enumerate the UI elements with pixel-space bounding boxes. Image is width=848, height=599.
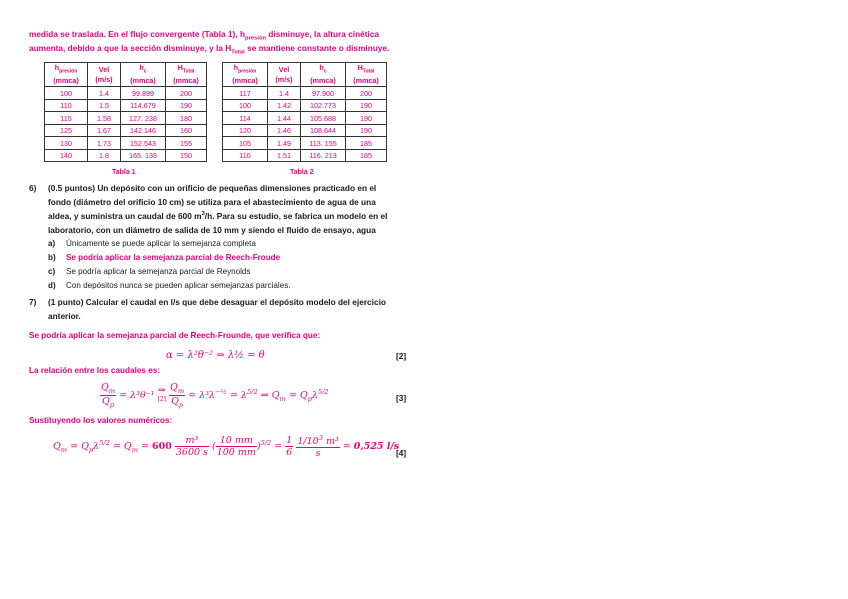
intro-line-2: aumenta, debido a que la sección disminuye, y la $H_{Total}$ se mantiene constante o disminuye.: [29, 44, 390, 56]
table-1-caption: Tabla 1: [112, 169, 136, 176]
table-cell: 1.42: [268, 99, 301, 112]
table-cell: 1.44: [268, 112, 301, 125]
table-row: [223, 149, 387, 162]
table-cell: 185: [346, 149, 387, 162]
table-row: [45, 99, 207, 112]
caudal-relation-label: La relación entre los caudales es:: [29, 366, 161, 375]
table-2-col-htotal: $H_{Total}$ (mmca): [346, 63, 387, 87]
equation-2: α = λ²θ⁻² ⇒ λ½ = θ: [166, 350, 265, 361]
table-cell: 190: [166, 99, 207, 112]
table-cell: 110: [223, 149, 268, 162]
option-a: a) Únicamente se puede aplicar la semejanza completa: [48, 239, 256, 248]
table-row: [45, 87, 207, 100]
table-1-col-hpresion: $h_{presión}$ (mmca): [45, 63, 88, 87]
intro-line-1: medida se traslada. En el flujo convergente (Tabla 1), $h_{presión}$ disminuye, la altura cinética: [29, 30, 380, 42]
table-cell: 108.644: [301, 124, 346, 137]
table-cell: 180: [166, 112, 207, 125]
table-2-col-hpresion: $h_{presión}$ (mmca): [223, 63, 268, 87]
table-cell: 105.688: [301, 112, 346, 125]
table-cell: 1.51: [268, 149, 301, 162]
numeric-substitution-label: Sustituyendo los valores numéricos:: [29, 416, 173, 425]
table-cell: 140: [45, 149, 88, 162]
table-cell: 100: [45, 87, 88, 100]
table-cell: 102.773: [301, 99, 346, 112]
table-1: [44, 62, 207, 162]
equation-4-number: [4]: [396, 448, 407, 458]
question-6-line-4: laboratorio, con un diámetro de salida de 10 mm y siendo el fluido de ensayo, agua: [48, 225, 376, 235]
table-cell: 117: [223, 87, 268, 100]
table-cell: 130: [45, 137, 88, 150]
table-cell: 114: [223, 112, 268, 125]
table-row: [45, 149, 207, 162]
table-cell: 1.49: [268, 137, 301, 150]
table-2-col-hc: $h_c$ (mmca): [301, 63, 346, 87]
table-cell: 155: [166, 137, 207, 150]
question-6-line-3: aldea, y suministra un caudal de 600 $m^3/h$. Para su estudio, se fabrica un modelo en el: [48, 211, 388, 221]
question-6-line-2: fondo (diámetro del orificio 10 cm) se utiliza para el abastecimiento de agua de una: [48, 197, 376, 207]
table-row: [45, 124, 207, 137]
table-cell: 190: [346, 99, 387, 112]
table-1-header: [45, 63, 207, 87]
table-cell: 1.67: [88, 124, 121, 137]
table-cell: 114.679: [121, 99, 166, 112]
table-cell: 110: [45, 99, 88, 112]
equation-3: $\frac{Q_m}{Q_p}$ = λ³θ⁻¹ ⇒ [2] $\frac{Q_m}{Q_p}$ = $\lambda^3\lambda^{-\frac{1}{2}} = \lambda^{5/2}$ ⇒ $Q_m = Q_p\lambda^{5/2}$: [101, 382, 329, 409]
solution-statement: Se podría aplicar la semejanza parcial de Reech-Frounde, que verifica que:: [29, 331, 321, 340]
option-c: c) Se podría aplicar la semejanza parcial de Reynolds: [48, 267, 251, 276]
table-2-header: [223, 63, 387, 87]
table-row: [223, 124, 387, 137]
equation-3-number: [3]: [396, 393, 407, 403]
equation-2-number: [2]: [396, 351, 407, 361]
table-cell: 1.4: [268, 87, 301, 100]
table-row: [223, 112, 387, 125]
table-cell: 1.73: [88, 137, 121, 150]
equation-4: $Q_m = Q_p\lambda^{5/2} = Q_m = 600$ $\frac{\text{m³}}{3600 s}$ ( $\frac{10 mm}{100 mm}$ )$^{5/2}$ = $\frac{1}{6}$ $\frac{1/10^3 m^3}{s}$ = 0,525 l/s: [53, 434, 400, 460]
table-cell: 116. 213: [301, 149, 346, 162]
table-cell: 1.46: [268, 124, 301, 137]
table-cell: 115: [45, 112, 88, 125]
table-row: [45, 137, 207, 150]
table-2-caption: Tabla 2: [290, 169, 314, 176]
table-cell: 185: [346, 137, 387, 150]
table-row: [223, 99, 387, 112]
table-cell: 150: [166, 149, 207, 162]
question-6-number: 6): [29, 183, 37, 193]
table-cell: 97.900: [301, 87, 346, 100]
table-cell: 142.146: [121, 124, 166, 137]
table-cell: 1.58: [88, 112, 121, 125]
table-cell: 125: [45, 124, 88, 137]
table-2: [222, 62, 387, 162]
table-1-col-vel: Vel (m/s): [88, 63, 121, 87]
table-cell: 100: [223, 99, 268, 112]
table-cell: 105: [223, 137, 268, 150]
table-cell: 200: [346, 87, 387, 100]
table-cell: 99.899: [121, 87, 166, 100]
table-1-col-htotal: $H_{Total}$ (mmca): [166, 63, 207, 87]
table-cell: 165. 138: [121, 149, 166, 162]
question-6-line-1: (0.5 puntos) Un depósito con un orificio de pequeñas dimensiones practicado en el: [48, 183, 377, 193]
table-cell: 113. 155: [301, 137, 346, 150]
table-2-col-vel: Vel (m/s): [268, 63, 301, 87]
table-cell: 1.5: [88, 99, 121, 112]
question-7-line-2: anterior.: [48, 311, 81, 321]
table-cell: 160: [166, 124, 207, 137]
table-cell: 127. 238: [121, 112, 166, 125]
question-7-number: 7): [29, 297, 37, 307]
table-cell: 190: [346, 124, 387, 137]
table-row: [45, 112, 207, 125]
table-cell: 120: [223, 124, 268, 137]
option-d: d) Con depósitos nunca se pueden aplicar semejanzas parciales.: [48, 281, 291, 290]
table-cell: 1.8: [88, 149, 121, 162]
table-cell: 190: [346, 112, 387, 125]
option-b-correct: b) Se podría aplicar la semejanza parcial de Reech-Froude: [48, 253, 281, 262]
table-row: [223, 137, 387, 150]
table-1-col-hc: $h_c$ (mmca): [121, 63, 166, 87]
table-cell: 152.543: [121, 137, 166, 150]
table-row: [223, 87, 387, 100]
table-cell: 200: [166, 87, 207, 100]
question-7-line-1: (1 punto) Calcular el caudal en l/s que debe desaguar el depósito modelo del ejercicio: [48, 297, 386, 307]
table-cell: 1.4: [88, 87, 121, 100]
